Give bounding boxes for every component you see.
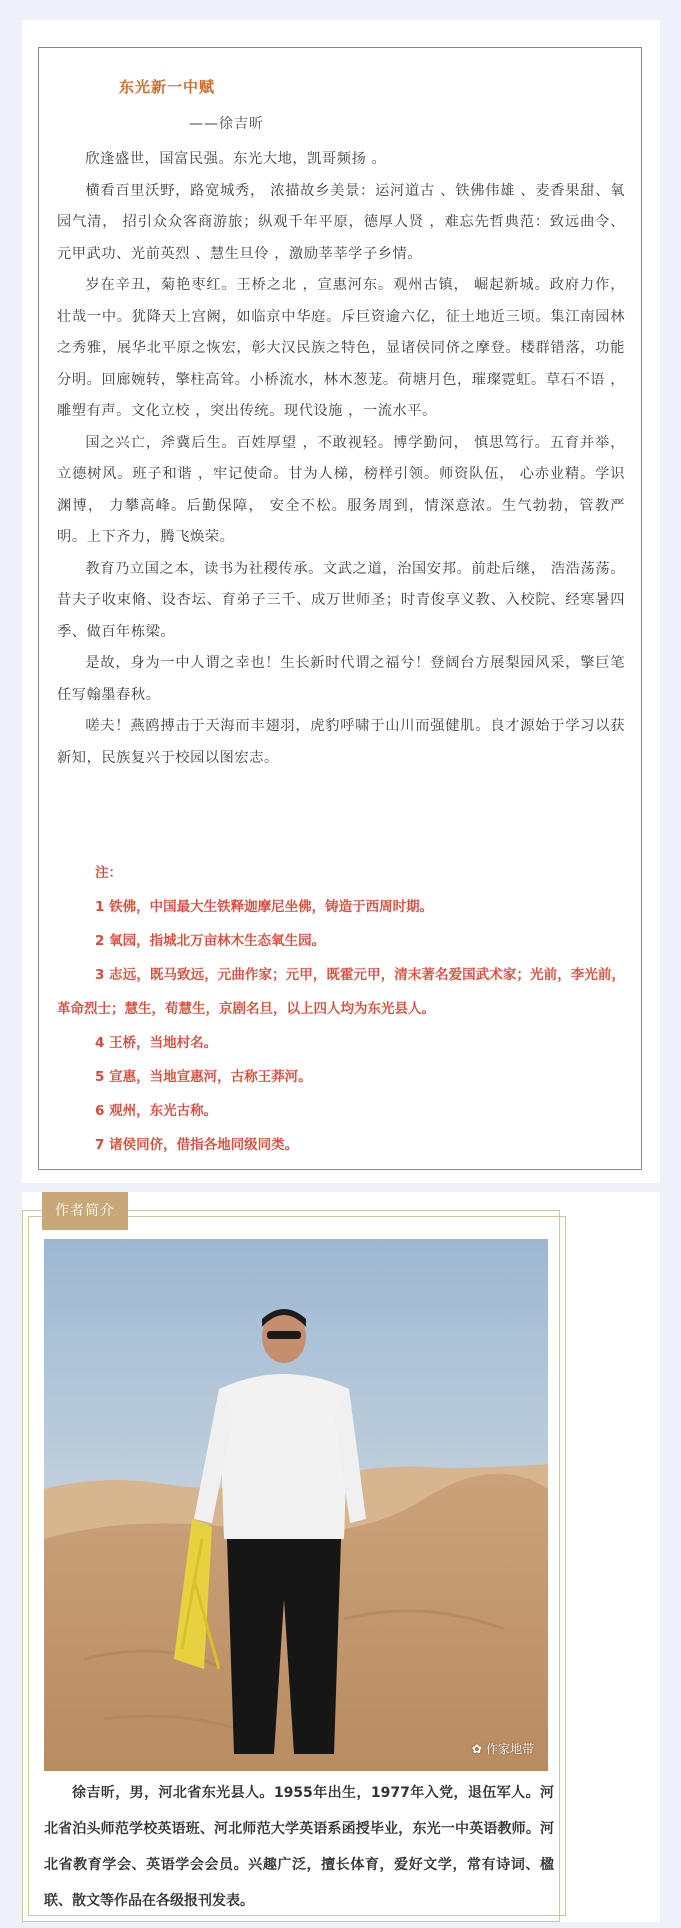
note-item: 7 诸侯同侪，借指各地同级同类。 <box>95 1137 299 1153</box>
poem-author: ——徐吉昕 <box>189 116 264 132</box>
watermark: ✿ 作家地带 <box>471 1742 534 1756</box>
notes-heading: 注： <box>95 865 122 881</box>
note-item: 3 志远，既马致远，元曲作家；元甲，既霍元甲，清末著名爱国武术家；光前，李光前，革命烈士；慧生，荀慧生，京剧名旦，以上四人均为东光县人。 <box>57 967 625 1017</box>
poem-title: 东光新一中赋 <box>119 78 216 96</box>
poem-paragraph: 岁在辛丑，菊艳枣红。王桥之北 ，宣惠河东。观州古镇， 崛起新城。政府力作，壮哉一中。犹降天上宫阙，如临京中华庭。斥巨资逾六亿，征土地近三顷。集江南园林之秀雅，展华北平原之恢宏，彰大汉民族之特色，显诸侯同侪之摩登。楼群错落，功能分明。回廊婉转，擎柱高耸。小桥流水，林木葱茏。荷塘月色，璀璨霓虹。草石不语 ，雕塑有声。文化立校 ，突出传统。现代设施 ，一流水平。 <box>57 277 625 419</box>
poem-paragraph: 嗟夫！燕鸥搏击于天海而丰翅羽，虎豹呼啸于山川而强健肌。良才源始于学习以获新知，民族复兴于校园以图宏志。 <box>57 718 625 766</box>
poem-paragraph: 国之兴亡，斧冀后生。百姓厚望 ，不敢视轻。博学勤问， 慎思笃行。五育并举， 立德树风。班子和谐 ，牢记使命。甘为人梯，榜样引领。师资队伍， 心赤业精。学识渊博， 力攀高峰。后勤保障， 安全不松。服务周到，情深意浓。生气勃勃，管教严明。上下齐力，腾飞焕荣。 <box>57 434 625 545</box>
poem-box <box>38 47 642 1170</box>
note-item: 6 观州，东光古称。 <box>95 1103 218 1119</box>
author-card <box>22 1192 660 1922</box>
desert-portrait-image <box>44 1239 548 1771</box>
author-section-tag: 作者简介 <box>42 1192 128 1230</box>
note-item: 4 王桥，当地村名。 <box>95 1035 218 1051</box>
author-bio: 徐吉昕，男，河北省东光县人。1955年出生，1977年入党，退伍军人。河北省泊头师范学校英语班、河北师范大学英语系函授毕业，东光一中英语教师。河北省教育学会、英语学会会员。兴趣广泛，擅长体育，爱好文学，常有诗词、楹联、散文等作品在各级报刊发表。 <box>44 1785 554 1909</box>
poem-paragraph: 是故，身为一中人谓之幸也！生长新时代谓之福兮！登阔台方展梨园风采，擎巨笔任写翰墨春秋。 <box>57 655 625 703</box>
poem-body <box>57 144 625 774</box>
note-item: 2 氧园，指城北万亩林木生态氧生园。 <box>95 933 326 949</box>
author-photo <box>44 1239 548 1771</box>
poem-card <box>22 20 660 1183</box>
note-item: 5 宣惠，当地宣惠河，古称王莽河。 <box>95 1069 312 1085</box>
notes-section <box>57 856 625 1162</box>
poem-paragraph: 横看百里沃野，路宽城秀， 浓描故乡美景：运河道古 、铁佛伟雄 、麦香果甜、氧园气清， 招引众众客商游旅；纵观千年平原，德厚人贤 ，难忘先哲典范：致远曲令、元甲武功、光前英烈 、慧生旦伶 ，激励莘莘学子乡情。 <box>57 182 625 262</box>
wechat-icon: ✿ <box>471 1742 482 1756</box>
poem-paragraph: 欣逢盛世，国富民强。东光大地，凯哥频扬 。 <box>85 151 387 167</box>
poem-paragraph: 教育乃立国之本，读书为社稷传承。文武之道，治国安邦。前赴后继， 浩浩荡荡。昔夫子收束脩、设杏坛、育弟子三千、成万世师圣；时青俊享义教、入校院、经寒暑四季、做百年栋梁。 <box>57 560 625 640</box>
note-item: 1 铁佛，中国最大生铁释迦摩尼坐佛，铸造于西周时期。 <box>95 899 434 915</box>
